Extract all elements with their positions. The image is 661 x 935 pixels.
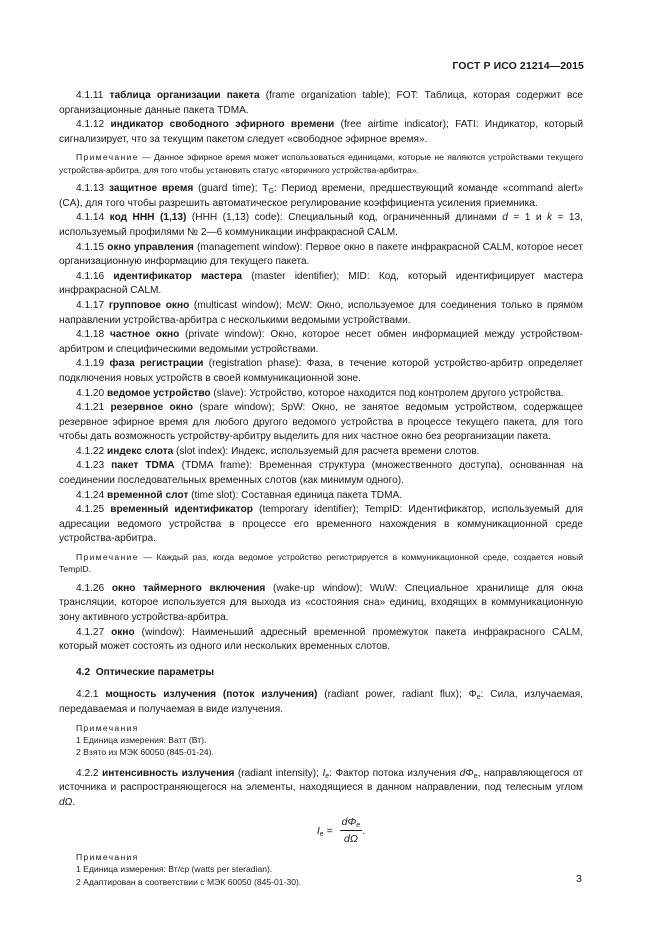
definition-4-1-14: 4.1.14 код HHH (1,13) (HHH (1,13) code): Специальный код, ограниченный длинами d = 1 и k = 13, используемый профилями № 2—6 коммуникации инфракрасной CALM.: [59, 212, 583, 238]
note-item: 2 Взято из МЭК 60050 (845-01-24).: [76, 747, 214, 758]
definition-4-1-15: 4.1.15 окно управления (management window): Первое окно в пакете инфракрасной CALM, которое несет организационную информацию для текущего пакета.: [59, 241, 583, 268]
notes-4-2-2: [76, 851, 583, 888]
definition-4-1-11: 4.1.11 таблица организации пакета (frame organization table); FOT: Таблица, которая содержит все организационные данные пакета TDMA.: [59, 90, 584, 116]
definition-4-1-20: 4.1.20 ведомое устройство (slave): Устройство, которое находится под контролем другого устройства.: [76, 387, 564, 399]
note-item: 2 Адаптирован в соответствии с МЭК 60050 (845-01-30).: [76, 876, 302, 887]
notes-label: Примечания: [76, 722, 139, 733]
definition-4-1-24: 4.1.24 временной слот (time slot): Составная единица пакета TDMA.: [76, 489, 403, 501]
definition-4-1-16: 4.1.16 идентификатор мастера (master identifier); MID: Код, который идентифицирует мастера инфракрасной CALM.: [59, 270, 583, 297]
definition-4-1-22: 4.1.22 индекс слота (slot index): Индекс, используемый для расчета времени слотов.: [76, 445, 480, 457]
definition-4-1-13: 4.1.13 защитное время (guard time); $T_G$: Период времени, предшествующий команде «command alert» (CA), для того чтобы разрешить автоматическое регулирование коэффициента усиления приемника.: [59, 183, 583, 209]
definition-4-1-27: 4.1.27 окно (window): Наименьший адресный временной промежуток пакета инфракрасного CALM, который может состоять из одного или нескольких временных слотов.: [59, 626, 583, 653]
note-item: 1 Единица измерения: Вт/ср (watts per steradian).: [76, 864, 273, 875]
definition-4-1-23: 4.1.23 пакет TDMA (TDMA frame): Временная структура (множественного доступа), основанная на соединении последовательных временных слотов (как минимум одного).: [59, 460, 583, 487]
definition-4-1-21: 4.1.21 резервное окно (spare window); SpW: Окно, не занятое ведомым устройством, содержащее резервное эфирное время для любого другого ведомого устройства в процессе текущего пакета, для того чтобы дать возможность устройству-арбитру выделить для них частное окно без реорганизации пакета.: [59, 402, 583, 443]
page-number: 3: [576, 873, 582, 885]
note-4-1-25: Примечание — Каждый раз, когда ведомое устройство регистрируется в коммуникационной среде, создается новый TempID.: [59, 552, 583, 575]
definition-4-1-25: 4.1.25 временный идентификатор (temporary identifier); TempID: Идентификатор, используемый для адресации ведомого устройства в процессе его временного нахождения в коммуникационной среде устройства-арбитра.: [59, 504, 583, 545]
definition-4-2-1: 4.2.1 мощность излучения (поток излучения) (radiant power, radiant flux); $\Phi_e$: Сила, излучаемая, передаваемая и получаемая в виде излучения.: [59, 689, 583, 715]
document-header: ГОСТ Р ИСО 21214—2015: [452, 60, 584, 72]
formula-fraction: $\frac{d\Phi_e}{d\Omega}$: [341, 815, 361, 846]
page-content: [59, 89, 583, 896]
definition-4-1-26: 4.1.26 окно таймерного включения (wake-up window); WuW: Специальное хранилище для окна трансляции, которое используется для выхода из «состояния сна» единиц, входящих в коммуникационную зону активного устройства-арбитра.: [59, 582, 583, 624]
section-heading-4-2: 4.2 Оптические параметры: [76, 666, 214, 678]
definition-4-1-12: 4.1.12 индикатор свободного эфирного времени (free airtime indicator); FATI: Индикатор, который сигнализирует, что за текущим пакетом следует «свободное эфирное время».: [59, 119, 583, 145]
radiant-intensity-formula: $I_e$ = $\frac{d\Phi_e}{d\Omega}$ .: [316, 815, 366, 846]
definition-4-1-18: 4.1.18 частное окно (private window): Окно, которое несет обмен информацией между устройством-арбитром и специфическими ведомыми устройствами.: [59, 329, 583, 355]
definition-4-2-2: 4.2.2 интенсивность излучения (radiant intensity); $I_e$: Фактор потока излучения $d\Phi_e$, направляющегося от источника и распространяющегося на элементы, находящиеся в данном направлении, под телесным углом dΩ.: [59, 767, 583, 808]
notes-4-2-1: [76, 722, 583, 759]
note-item: 1 Единица измерения: Ватт (Вт).: [76, 735, 207, 745]
note-4-1-12: Примечание — Данное эфирное время может использоваться единицами, которые не являются устройствами текущего устройства-арбитра, для того чтобы установить статус «вторичного устройства-арбитра».: [59, 152, 583, 175]
definition-4-1-17: 4.1.17 групповое окно (multicast window); McW: Окно, используемое для соединения только в прямом направлении устройства-арбитра с несколькими ведомыми устройствами.: [59, 299, 583, 326]
definition-4-1-19: 4.1.19 фаза регистрации (registration phase): Фаза, в течение которой устройство-арбитр определяет подключения новых устройств в своей коммуникационной зоне.: [59, 358, 583, 384]
notes-label: Примечания: [76, 851, 139, 862]
